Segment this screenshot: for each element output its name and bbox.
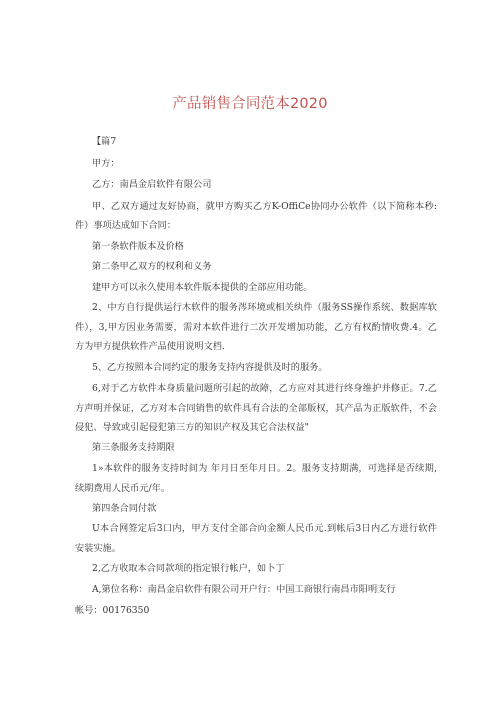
document-line: 2,乙方收取本合同款项的指定银行帐户，如卜丁 <box>92 563 285 574</box>
document-line: 第二条甲乙双方的权利和义务 <box>92 261 212 272</box>
document-line: 方为甲方提供软件产品使用说明文档. <box>75 341 225 352</box>
document-line: 第四条合同付款 <box>92 503 157 514</box>
document-line: 甲、乙双方通过友好协商，就甲方购买乙方K-OffiCe协同办公软件（以下简称本秒: <box>92 201 437 212</box>
document-line: 6,对于乙方软件本身质量问题所引起的故障，乙方应对其进行终身维护并修正。7.乙 <box>92 383 437 394</box>
document-line: 建甲方可以永久使用本软件版本提供的全部应用功能。 <box>92 282 313 293</box>
document-line: 第一条软件版本及价格 <box>92 241 184 252</box>
document-title: 产品销售合同范本2020 <box>172 96 328 112</box>
document-line: 【篇7 <box>92 136 117 147</box>
document-line: 安装实施。 <box>75 543 121 554</box>
document-line: 侵犯、导致或引起侵犯第三方的知识产权及其它合法权益" <box>75 422 309 433</box>
document-line: 件）事项达成如下合同： <box>75 220 177 231</box>
document-line: 5、乙方按照本合同约定的服务支持内容提供及时的服务。 <box>92 362 328 373</box>
document-line: 甲方： <box>92 158 120 169</box>
document-line: 续期费用人民币元/年。 <box>75 483 170 494</box>
document-line: 件），3,甲方因业务需要，需对本软件进行二次开发增加功能，乙方有权酌情收费.4。乙 <box>75 322 437 333</box>
document-line: 帐号：00176350 <box>75 605 150 616</box>
document-line: A,第位名称：南昌金启软件有限公司开户行：中国工商银行南昌市阳明支行 <box>92 584 396 595</box>
document-line: 2、中方自行提供运行木软件的服务涔环境或相关纨件（服务SS操作系统、数据库软 <box>92 302 437 313</box>
document-line: 1»本软件的服务支持时间为 年月日至年月日。2。服务支持期满，可选择是否续期, <box>92 463 437 474</box>
document-line: 乙方：南昌金启软件有限公司 <box>92 179 212 190</box>
document-line: 第三条服务支持期限 <box>92 442 175 453</box>
document-line: 方声明并保证，乙方对本合同销售的软件具有合法的全部版权，其产品为正版软件，不会 <box>75 403 437 414</box>
document-line: U本合网签定后3口内，甲方支付全部合向金额人民币元.到帐后3日内乙方进行软件 <box>92 523 437 534</box>
